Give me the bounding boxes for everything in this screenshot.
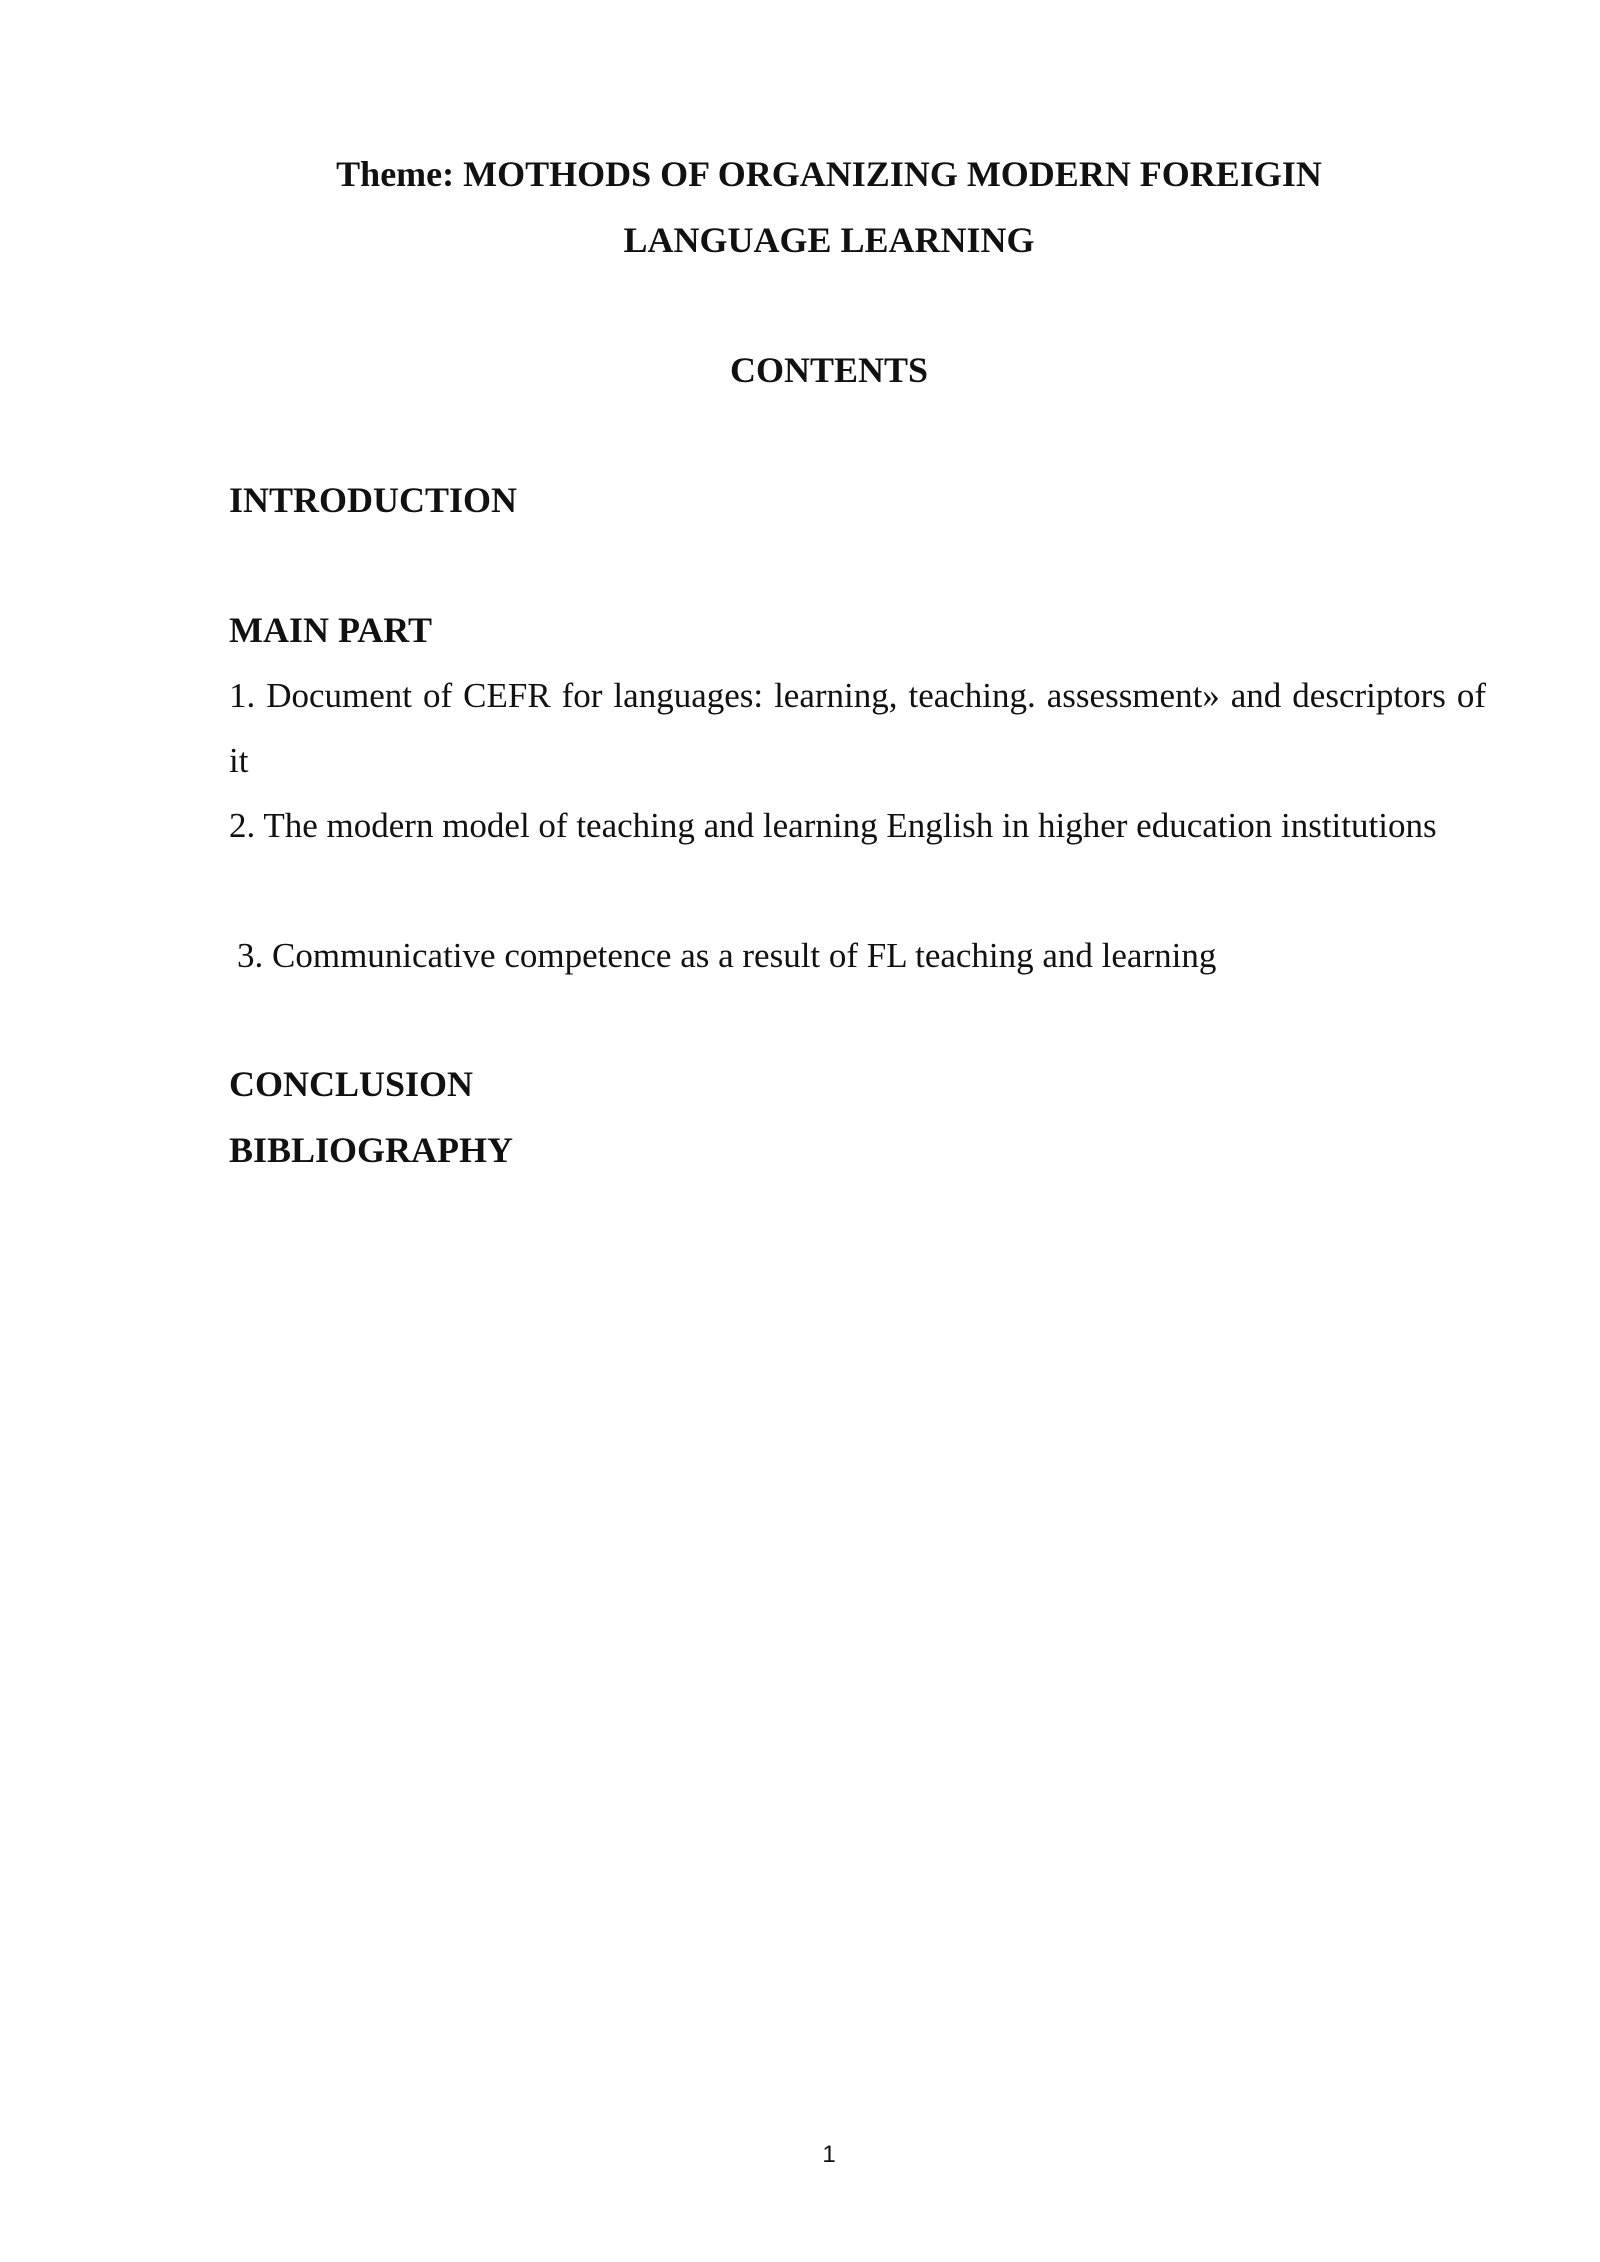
introduction-heading: INTRODUCTION — [229, 480, 518, 520]
document-title-line-1: Theme: MOTHODS OF ORGANIZING MODERN FOREIGIN — [336, 154, 1322, 194]
contents-heading: CONTENTS — [729, 350, 929, 390]
main-part-item-2: 2. The modern model of teaching and learning English in higher education institutions — [229, 806, 1437, 845]
main-part-heading: MAIN PART — [229, 610, 433, 650]
conclusion-heading: CONCLUSION — [229, 1064, 474, 1104]
page-number: 1 — [822, 2141, 836, 2168]
document-title-line-2: LANGUAGE LEARNING — [623, 220, 1035, 260]
main-part-item-1: 1. Document of CEFR for languages: learning, teaching. assessment» and descriptors of it — [229, 676, 1486, 780]
bibliography-heading: BIBLIOGRAPHY — [229, 1130, 514, 1170]
main-part-item-3: 3. Communicative competence as a result of FL teaching and learning — [237, 936, 1217, 975]
